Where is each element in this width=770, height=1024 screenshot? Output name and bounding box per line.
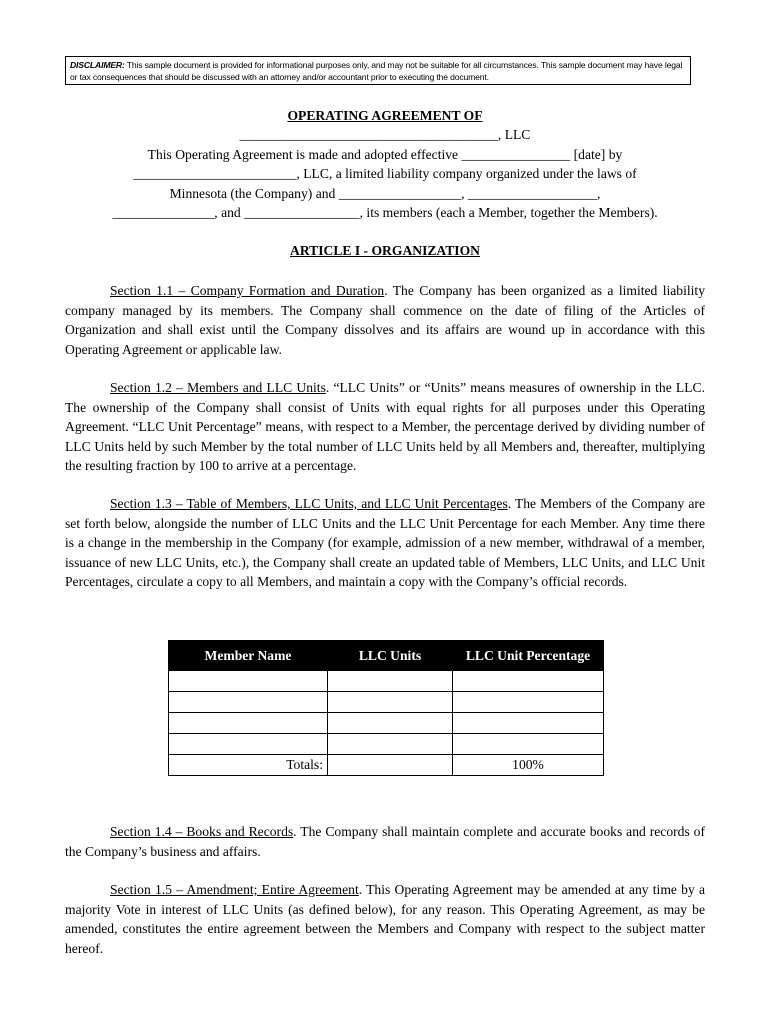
table-cell[interactable] [453, 692, 604, 713]
table-header-row [169, 641, 604, 671]
article-heading: ARTICLE I - ORGANIZATION [290, 243, 480, 258]
header-llc-units: LLC Units [328, 641, 453, 671]
intro-line-5: _______________, and _________________, its members (each a Member, together the Members). [112, 205, 658, 220]
intro-line-4: Minnesota (the Company) and __________________, ___________________, [169, 185, 601, 201]
totals-row [169, 755, 604, 776]
table-cell[interactable] [169, 692, 328, 713]
intro-block [65, 125, 705, 223]
section-1-2-body: . “LLC Units” or “Units” means measures of ownership in the LLC. The ownership of the Company shall consist of Units with equal rights for all purposes under this Operating Agreement. “LLC Unit Percentage” means, with respect to a Member, the percentage derived by dividing number of LLC Units held by such Member by the total number of LLC Units held by all Members and, thereafter, multiplying the resulting fraction by 100 to arrive at a percentage. [65, 380, 705, 473]
section-1-1 [65, 281, 705, 359]
table-cell[interactable] [169, 671, 328, 692]
table-cell[interactable] [328, 734, 453, 755]
totals-units-cell[interactable] [328, 755, 453, 776]
section-1-1-title: Section 1.1 – Company Formation and Duration [110, 283, 385, 298]
table-row [169, 671, 604, 692]
disclaimer-label: DISCLAIMER: [70, 60, 125, 70]
section-1-5-title: Section 1.5 – Amendment; Entire Agreement [110, 882, 359, 897]
section-1-3-title: Section 1.3 – Table of Members, LLC Units, and LLC Unit Percentages [110, 496, 508, 511]
section-1-1-body: . The Company has been organized as a limited liability company managed by its members. The Company shall commence on the date of filing of the Articles of Organization and shall exist until the Company dissolves and its affairs are wound up in accordance with this Operating Agreement or applicable law. [65, 283, 705, 357]
members-table [168, 640, 604, 776]
table-row [169, 692, 604, 713]
disclaimer-text: This sample document is provided for informational purposes only, and may not be suitable for all circumstances. This sample document may have legal or tax consequences that should be discussed with an attorney and/or accountant prior to executing the document. [70, 60, 683, 82]
intro-line-1: ______________________________________, LLC [239, 127, 531, 142]
section-1-5-body: . This Operating Agreement may be amended at any time by a majority Vote in interest of LLC Units (as defined below), for any reason. This Operating Agreement, as may be amended, constitutes the entire agreement between the Members and Company with respect to the subject matter hereof. [65, 882, 705, 956]
table-cell[interactable] [328, 713, 453, 734]
table-cell[interactable] [453, 713, 604, 734]
intro-line-3: ________________________, LLC, a limited liability company organized under the laws of [133, 166, 637, 181]
totals-percentage: 100% [453, 755, 604, 776]
table-row [169, 713, 604, 734]
disclaimer-box [65, 56, 691, 85]
section-1-2 [65, 378, 705, 476]
section-1-2-title: Section 1.2 – Members and LLC Units [110, 380, 326, 395]
section-1-4 [65, 822, 705, 861]
section-1-4-body: . The Company shall maintain complete and accurate books and records of the Company’s business and affairs. [65, 824, 706, 859]
table-cell[interactable] [328, 692, 453, 713]
document-title: OPERATING AGREEMENT OF [287, 108, 483, 123]
section-1-3 [65, 494, 705, 592]
intro-line-2: This Operating Agreement is made and adopted effective ________________ [date] by [147, 146, 623, 162]
table-cell[interactable] [169, 734, 328, 755]
header-member-name: Member Name [169, 641, 328, 671]
section-1-3-body: . The Members of the Company are set forth below, alongside the number of LLC Units and the LLC Unit Percentage for each Member. Any time there is a change in the membership in the Company (for example, admission of a new member, withdrawal of a member, issuance of new LLC Units, etc.), the Company shall create an updated table of Members, LLC Units, and LLC Unit Percentages, circulate a copy to all Members, and maintain a copy with the Company’s official records. [65, 496, 705, 589]
table-cell[interactable] [328, 671, 453, 692]
header-unit-percentage: LLC Unit Percentage [453, 641, 604, 671]
section-1-5 [65, 880, 705, 958]
table-cell[interactable] [453, 734, 604, 755]
totals-label: Totals: [169, 755, 328, 776]
section-1-4-title: Section 1.4 – Books and Records [110, 824, 294, 839]
table-row [169, 734, 604, 755]
table-cell[interactable] [169, 713, 328, 734]
table-cell[interactable] [453, 671, 604, 692]
